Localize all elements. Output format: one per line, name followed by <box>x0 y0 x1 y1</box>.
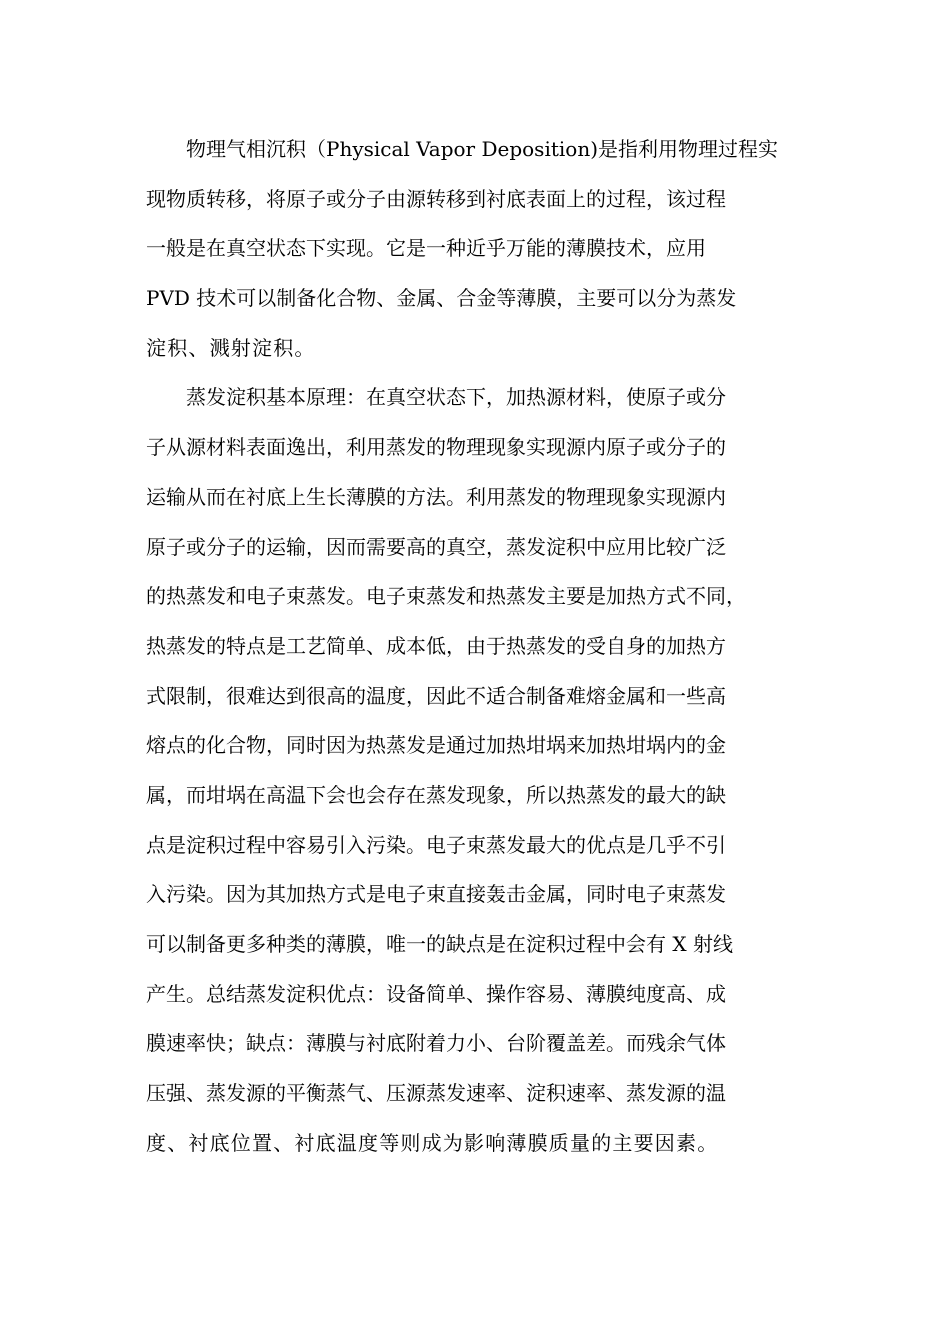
text-line: 度、衬底位置、衬底温度等则成为影响薄膜质量的主要因素。 <box>146 1130 719 1155</box>
text-line: 物理气相沉积（Physical Vapor Deposition)是指利用物理过程实 <box>146 137 779 161</box>
text-line: 入污染。因为其加热方式是电子束直接轰击金属，同时电子束蒸发 <box>146 882 726 907</box>
text-line: 蒸发淀积基本原理：在真空状态下，加热源材料，使原子或分 <box>146 385 726 410</box>
text-line: 原子或分子的运输，因而需要高的真空，蒸发淀积中应用比较广泛 <box>146 534 726 559</box>
text-line: 一般是在真空状态下实现。它是一种近乎万能的薄膜技术，应用 <box>146 236 706 261</box>
text-line: PVD 技术可以制备化合物、金属、合金等薄膜，主要可以分为蒸发 <box>146 286 737 311</box>
text-line: 运输从而在衬底上生长薄膜的方法。利用蒸发的物理现象实现源内 <box>146 484 726 509</box>
text-line: 产生。总结蒸发淀积优点：设备简单、操作容易、薄膜纯度高、成 <box>146 981 726 1006</box>
text-line: 可以制备更多种类的薄膜，唯一的缺点是在淀积过程中会有 X 射线 <box>146 932 733 956</box>
text-line: 子从源材料表面逸出，利用蒸发的物理现象实现源内原子或分子的 <box>146 435 726 460</box>
text-line: 淀积、溅射淀积。 <box>146 335 316 360</box>
text-line: 膜速率快；缺点：薄膜与衬底附着力小、台阶覆盖差。而残余气体 <box>146 1031 726 1056</box>
text-line: 现物质转移，将原子或分子由源转移到衬底表面上的过程，该过程 <box>146 186 726 211</box>
text-line: 压强、蒸发源的平衡蒸气、压源蒸发速率、淀积速率、蒸发源的温 <box>146 1081 726 1106</box>
text-line: 属，而坩埚在高温下会也会存在蒸发现象，所以热蒸发的最大的缺 <box>146 782 726 807</box>
text-line: 的热蒸发和电子束蒸发。电子束蒸发和热蒸发主要是加热方式不同， <box>146 584 746 609</box>
text-line: 点是淀积过程中容易引入污染。电子束蒸发最大的优点是几乎不引 <box>146 832 726 857</box>
text-line: 热蒸发的特点是工艺简单、成本低，由于热蒸发的受自身的加热方 <box>146 633 726 658</box>
body-text <box>146 125 806 1168</box>
text-line: 熔点的化合物，同时因为热蒸发是通过加热坩埚来加热坩埚内的金 <box>146 733 726 758</box>
text-line: 式限制，很难达到很高的温度，因此不适合制备难熔金属和一些高 <box>146 683 726 708</box>
